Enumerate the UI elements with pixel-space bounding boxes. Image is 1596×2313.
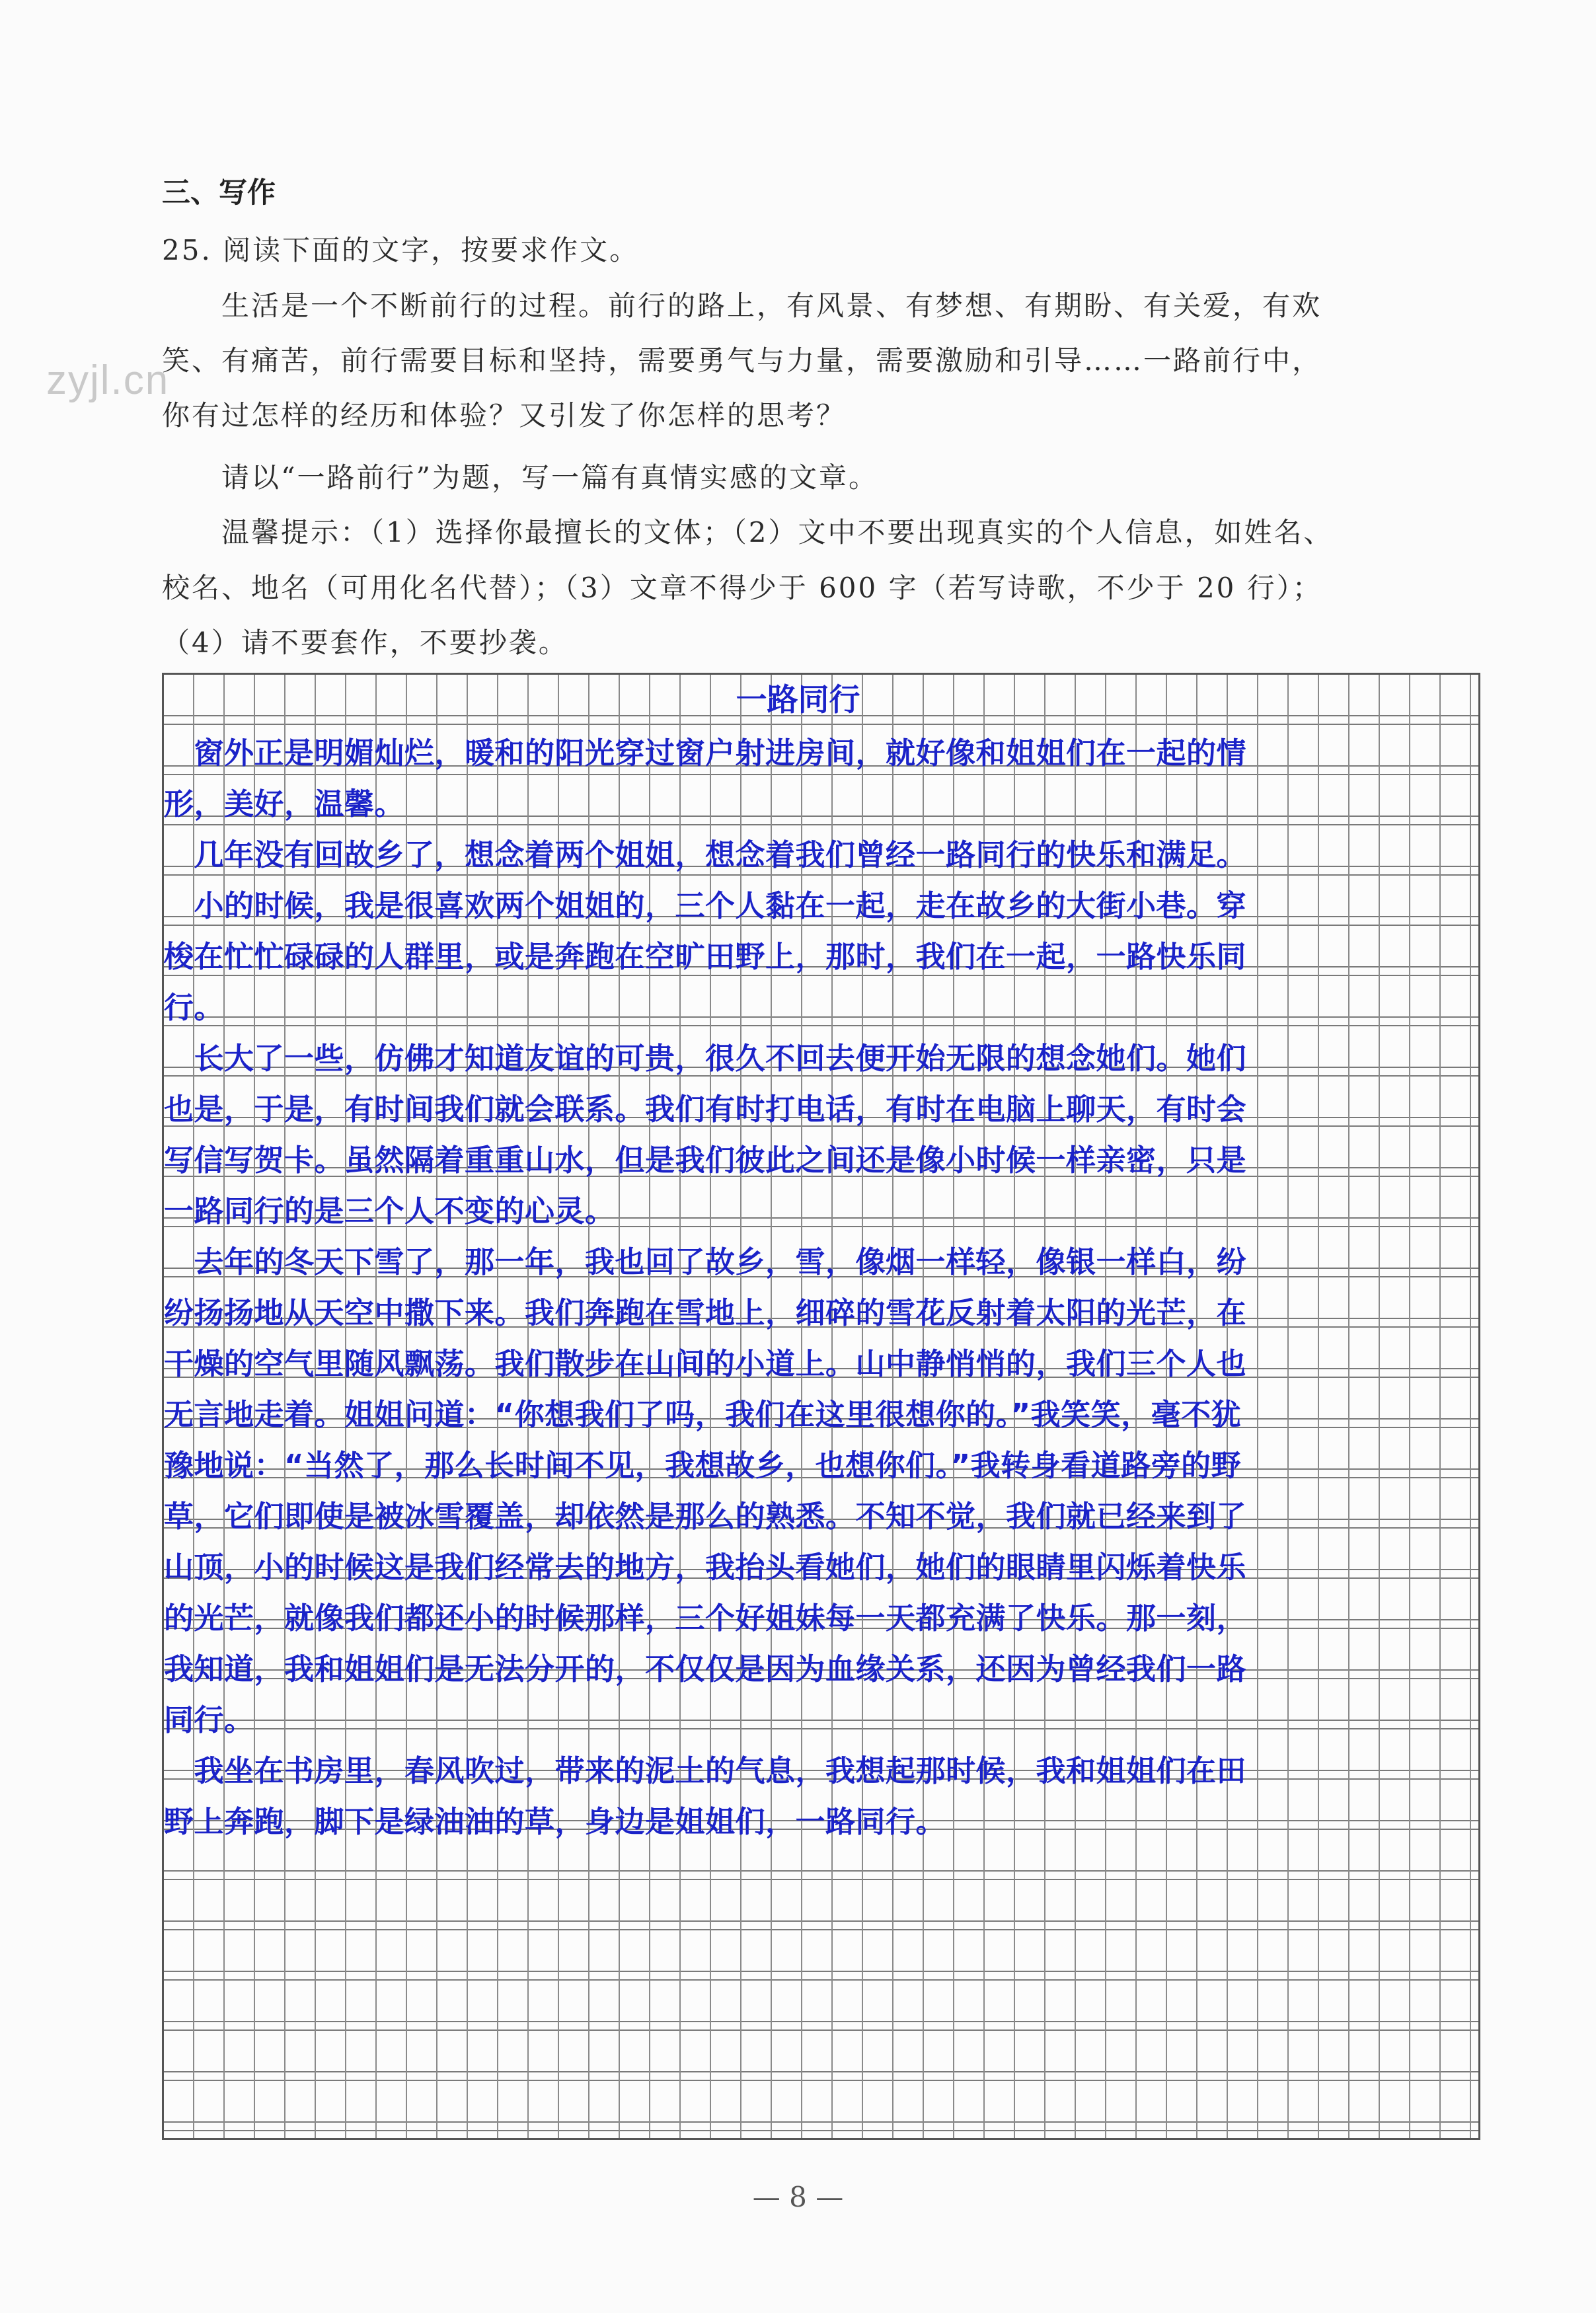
essay-line: 长大了一些，仿佛才知道友谊的可贵，很久不回去便开始无限的想念她们。她们 <box>164 1041 1247 1076</box>
essay-line: 窗外正是明媚灿烂，暖和的阳光穿过窗户射进房间，就好像和姐姐们在一起的情 <box>164 736 1247 771</box>
watermark: zyjl.cn <box>46 358 170 403</box>
essay-line: 豫地说：“当然了，那么长时间不见，我想故乡，也想你们。”我转身看道路旁的野 <box>164 1448 1242 1483</box>
prompt-line: （4）请不要套作，不要抄袭。 <box>162 626 568 659</box>
essay-line: 的光芒，就像我们都还小的时候那样，三个好姐妹每一天都充满了快乐。那一刻， <box>164 1601 1247 1636</box>
essay-line: 写信写贺卡。虽然隔着重重山水，但是我们彼此之间还是像小时候一样亲密，只是 <box>164 1143 1247 1178</box>
essay-line: 纷扬扬地从天空中撒下来。我们奔跑在雪地上，细碎的雪花反射着太阳的光芒，在 <box>164 1295 1247 1330</box>
prompt-line: 生活是一个不断前行的过程。前行的路上，有风景、有梦想、有期盼、有关爱，有欢 <box>162 289 1322 322</box>
essay-line: 也是，于是，有时间我们就会联系。我们有时打电话，有时在电脑上聊天，有时会 <box>164 1092 1247 1127</box>
essay-line: 小的时候，我是很喜欢两个姐姐的，三个人黏在一起，走在故乡的大街小巷。穿 <box>164 888 1247 923</box>
prompt-line: 25. 阅读下面的文字，按要求作文。 <box>162 234 640 266</box>
essay-line: 干燥的空气里随风飘荡。我们散步在山间的小道上。山中静悄悄的，我们三个人也 <box>164 1346 1247 1381</box>
essay-title: 一路同行 <box>736 682 860 718</box>
essay-line: 野上奔跑，脚下是绿油油的草，身边是姐姐们，一路同行。 <box>164 1804 946 1839</box>
section-title: 三、写作 <box>162 176 276 209</box>
prompt-line: 你有过怎样的经历和体验？又引发了你怎样的思考？ <box>162 399 847 432</box>
page-number: — 8 — <box>752 2181 844 2213</box>
essay-line: 我知道，我和姐姐们是无法分开的，不仅仅是因为血缘关系，还因为曾经我们一路 <box>164 1651 1247 1687</box>
essay-line: 我坐在书房里，春风吹过，带来的泥土的气息，我想起那时候，我和姐姐们在田 <box>164 1753 1247 1788</box>
prompt-line: 校名、地名（可用化名代替）；（3）文章不得少于 600 字（若写诗歌，不少于 20 行）； <box>162 572 1322 604</box>
essay-line: 梭在忙忙碌碌的人群里，或是奔跑在空旷田野上，那时，我们在一起，一路快乐同 <box>164 939 1247 974</box>
essay-line: 行。 <box>164 990 225 1025</box>
essay-line: 无言地走着。姐姐问道：“你想我们了吗，我们在这里很想你的。”我笑笑，毫不犹 <box>164 1397 1242 1432</box>
essay-line: 去年的冬天下雪了，那一年，我也回了故乡，雪，像烟一样轻，像银一样白，纷 <box>164 1244 1247 1279</box>
essay-line: 同行。 <box>164 1702 254 1737</box>
essay-line: 一路同行的是三个人不变的心灵。 <box>164 1194 615 1229</box>
essay-line: 草，它们即使是被冰雪覆盖，却依然是那么的熟悉。不知不觉，我们就已经来到了 <box>164 1499 1247 1534</box>
prompt-line: 请以“一路前行”为题，写一篇有真情实感的文章。 <box>162 461 878 494</box>
essay-line: 山顶，小的时候这是我们经常去的地方，我抬头看她们，她们的眼睛里闪烁着快乐 <box>164 1550 1247 1585</box>
essay-line: 形，美好，温馨。 <box>164 786 405 821</box>
prompt-line: 温馨提示：（1）选择你最擅长的文体；（2）文中不要出现真实的个人信息，如姓名、 <box>162 516 1334 549</box>
essay-line: 几年没有回故乡了，想念着两个姐姐，想念着我们曾经一路同行的快乐和满足。 <box>164 837 1247 872</box>
prompt-line: 笑、有痛苦，前行需要目标和坚持，需要勇气与力量，需要激励和引导……一路前行中， <box>162 344 1322 377</box>
